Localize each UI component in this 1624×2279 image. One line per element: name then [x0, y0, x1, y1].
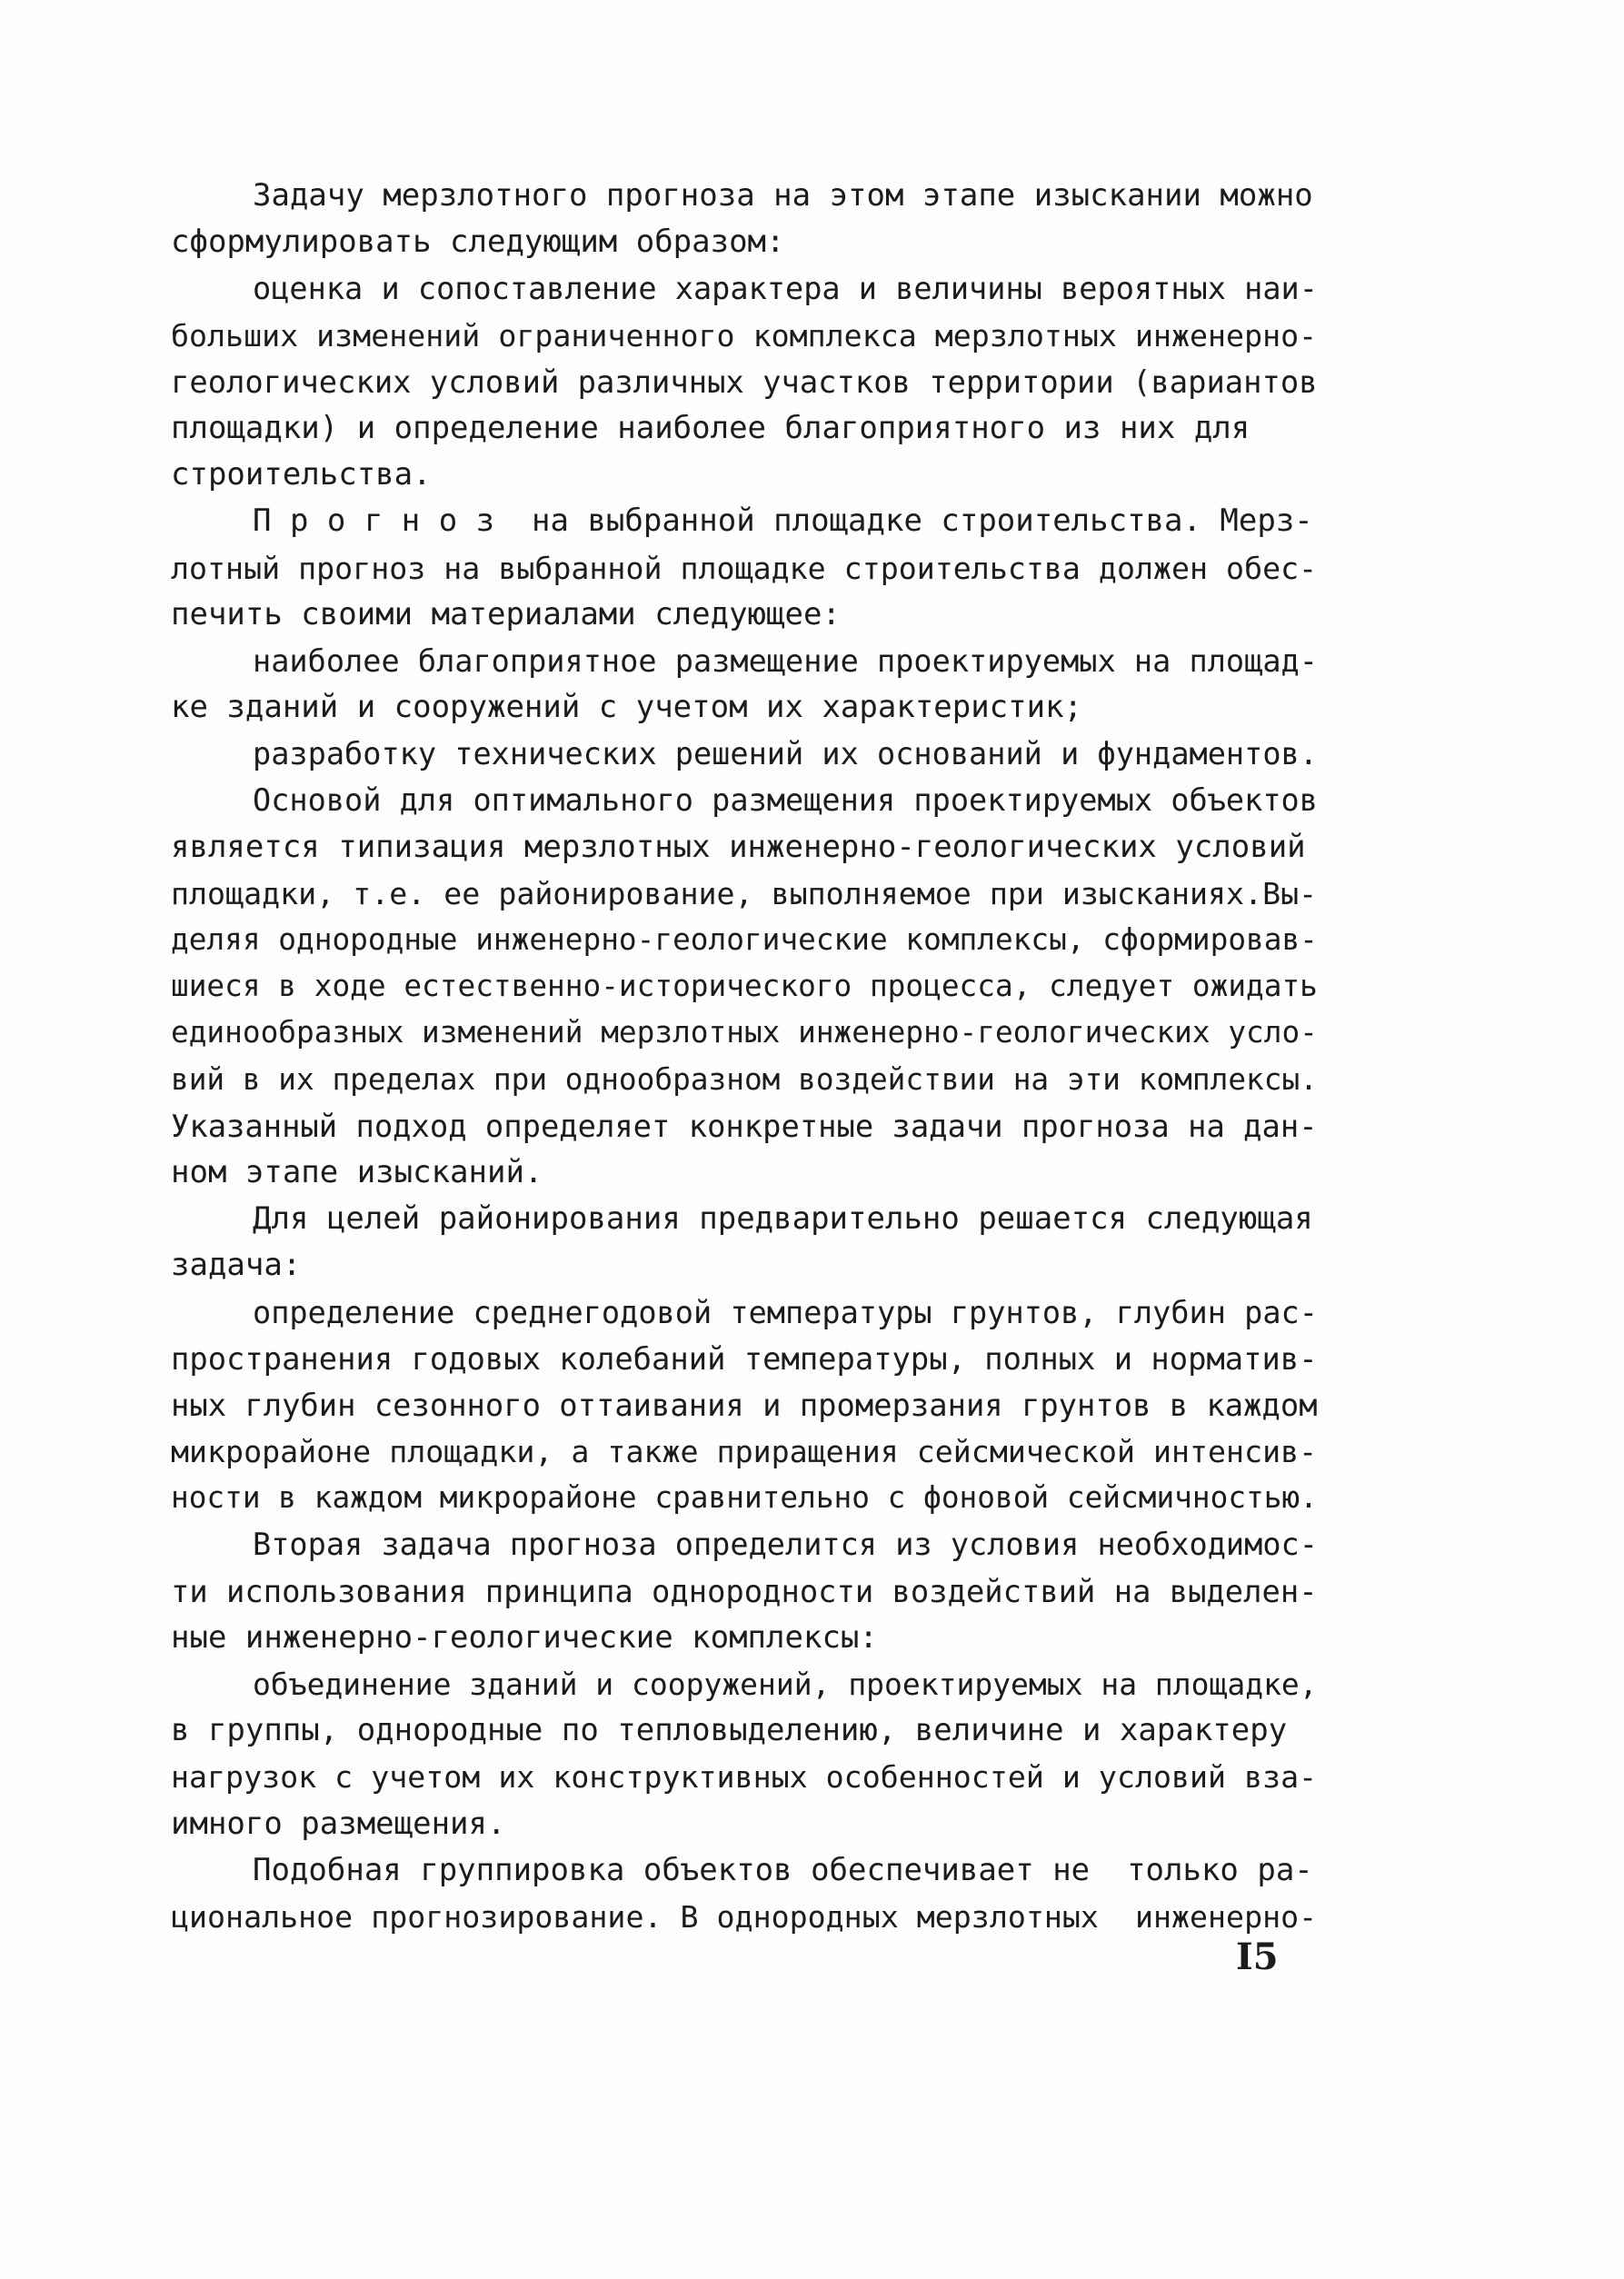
text-line: Основой для оптимального размещения проектируемых объектов: [253, 782, 1318, 819]
text-line: больших изменений ограниченного комплекса мерзлотных инженерно-: [171, 317, 1318, 353]
text-line: сформулировать следующим образом:: [171, 224, 785, 261]
text-line: наиболее благоприятное размещение проектируемых на площад-: [253, 642, 1318, 679]
text-line: геологических условий различных участков территории (вариантов: [171, 363, 1318, 400]
text-line: площадки) и определение наиболее благоприятного из них для: [171, 409, 1250, 446]
text-line: определение среднегодовой температуры грунтов, глубин рас-: [253, 1294, 1318, 1330]
text-line: Подобная группировка объектов обеспечивает не только ра-: [253, 1851, 1313, 1888]
text-line: разработку технических решений их оснований и фундаментов.: [253, 736, 1318, 772]
text-line: площадки, т.е. ее районирование, выполняемое при изысканиях.Вы-: [171, 875, 1318, 911]
text-line: ности в каждом микрорайоне сравнительно с фоновой сейсмичностью.: [171, 1480, 1318, 1516]
text-line: строительства.: [171, 456, 432, 493]
text-line: ных глубин сезонного оттаивания и промерзания грунтов в каждом: [171, 1387, 1318, 1423]
page-number: I5: [1236, 1936, 1279, 1978]
text-line: ном этапе изысканий.: [171, 1153, 543, 1190]
text-line: задача:: [171, 1247, 302, 1284]
text-line: циональное прогнозирование. В однородных мерзлотных инженерно-: [171, 1898, 1318, 1935]
text-line: лотный прогноз на выбранной площадке строительства должен обес-: [171, 550, 1318, 586]
text-line: печить своими материалами следующее:: [171, 595, 841, 632]
text-line: имного размещения.: [171, 1805, 506, 1842]
text-line: оценка и сопоставление характера и величины вероятных наи-: [253, 271, 1318, 307]
text-line: объединение зданий и сооружений, проектируемых на площадке,: [253, 1667, 1318, 1702]
text-line: в группы, однородные по тепловыделению, величине и характеру: [171, 1712, 1288, 1749]
text-line: П р о г н о з на выбранной площадке строительства. Мерз-: [253, 503, 1313, 540]
text-line: деляя однородные инженерно-геологические комплексы, сформировав-: [171, 922, 1318, 957]
text-line: единообразных изменений мерзлотных инженерно-геологических усло-: [171, 1015, 1318, 1050]
text-line: ке зданий и сооружений с учетом их характеристик;: [171, 689, 1083, 726]
text-line: нагрузок с учетом их конструктивных особенностей и условий вза-: [171, 1759, 1318, 1796]
text-line: ные инженерно-геологические комплексы:: [171, 1618, 878, 1656]
text-line: Задачу мерзлотного прогноза на этом этапе изыскании можно: [253, 177, 1313, 214]
text-line: Указанный подход определяет конкретные задачи прогноза на дан-: [171, 1108, 1318, 1144]
body-text: [171, 173, 1318, 1940]
text-line: шиеся в ходе естественно-исторического процесса, следует ожидать: [171, 969, 1318, 1004]
text-line: Вторая задача прогноза определится из условия необходимос-: [253, 1527, 1318, 1563]
text-line: Для целей районирования предварительно решается следующая: [253, 1200, 1313, 1238]
text-line: микрорайоне площадки, а также приращения сейсмической интенсив-: [171, 1434, 1318, 1470]
text-line: ти использования принципа однородности воздействий на выделен-: [171, 1573, 1318, 1609]
text-line: вий в их пределах при однообразном воздействии на эти комплексы.: [171, 1061, 1318, 1097]
text-line: является типизация мерзлотных инженерно-геологических условий: [171, 828, 1306, 865]
text-line: пространения годовых колебаний температуры, полных и норматив-: [171, 1340, 1318, 1377]
